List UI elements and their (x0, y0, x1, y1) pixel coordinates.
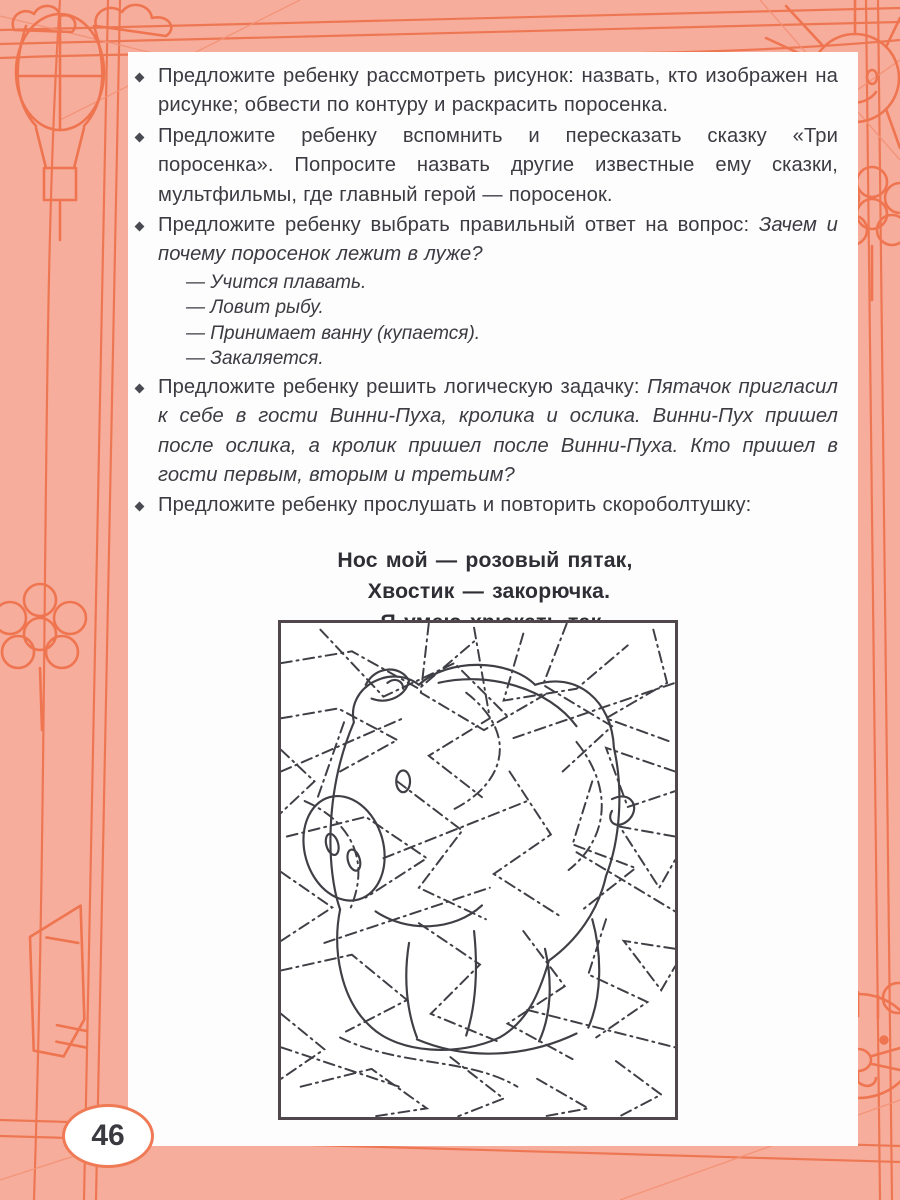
answer-option: — Учится плавать. (186, 271, 367, 293)
instruction-list (132, 62, 838, 521)
puzzle-drawing (281, 623, 675, 1117)
flower-icon-left (0, 584, 86, 730)
diamond-bullet-icon (135, 383, 145, 393)
instruction-question-3: Зачем и почему поросенок лежит в луже? (158, 214, 838, 266)
logic-puzzle-text: Пятачок пригласил к себе в гости Винни-Пуха, кролика и ослика. Винни-Пух пришел после ослика, а кролик пришел после Винни-Пуха. Кто пришел в гости первым, вторым и третьим? (158, 375, 838, 487)
instruction-item-3 (132, 211, 838, 372)
instruction-lead-4: Предложите ребенку решить логическую задачку: (158, 375, 648, 398)
instruction-item-5 (132, 491, 838, 520)
lesson-content (132, 62, 838, 669)
instruction-item-1 (132, 62, 838, 121)
answer-option: — Принимает ванну (купается). (186, 322, 481, 344)
answer-option: — Ловит рыбу. (186, 297, 324, 319)
diamond-bullet-icon (135, 132, 145, 142)
hidden-picture-puzzle (278, 620, 678, 1120)
diamond-bullet-icon (135, 502, 145, 512)
answer-options-list (158, 270, 838, 372)
diamond-bullet-icon (135, 73, 145, 83)
hot-air-balloon-icon (16, 14, 104, 240)
instruction-text-3 (158, 211, 838, 270)
diamond-bullet-icon (135, 222, 145, 232)
pencil-icon (6, 906, 110, 1063)
page-number-badge: 46 (62, 1104, 154, 1168)
verse-line-2: Хвостик — закорючка. (367, 579, 611, 603)
instruction-text-4 (158, 373, 838, 491)
answer-option: — Закаляется. (186, 348, 324, 370)
instruction-text-2: Предложите ребенку вспомнить и пересказать сказку «Три поросенка». Попросите назвать другие известные ему сказки, мультфильмы, где главный герой — поросенок. (158, 124, 838, 206)
instruction-text-1: Предложите ребенку рассмотреть рисунок: назвать, кто изображен на рисунке; обвести по контуру и раскрасить поросенка. (158, 65, 838, 117)
instruction-item-4 (132, 373, 838, 491)
instruction-lead-3: Предложите ребенку выбрать правильный ответ на вопрос: (158, 214, 759, 237)
verse-line-1: Нос мой — розовый пятак, (337, 548, 633, 572)
instruction-text-5: Предложите ребенку прослушать и повторить скороболтушку: (158, 494, 752, 517)
instruction-item-2 (132, 122, 838, 210)
